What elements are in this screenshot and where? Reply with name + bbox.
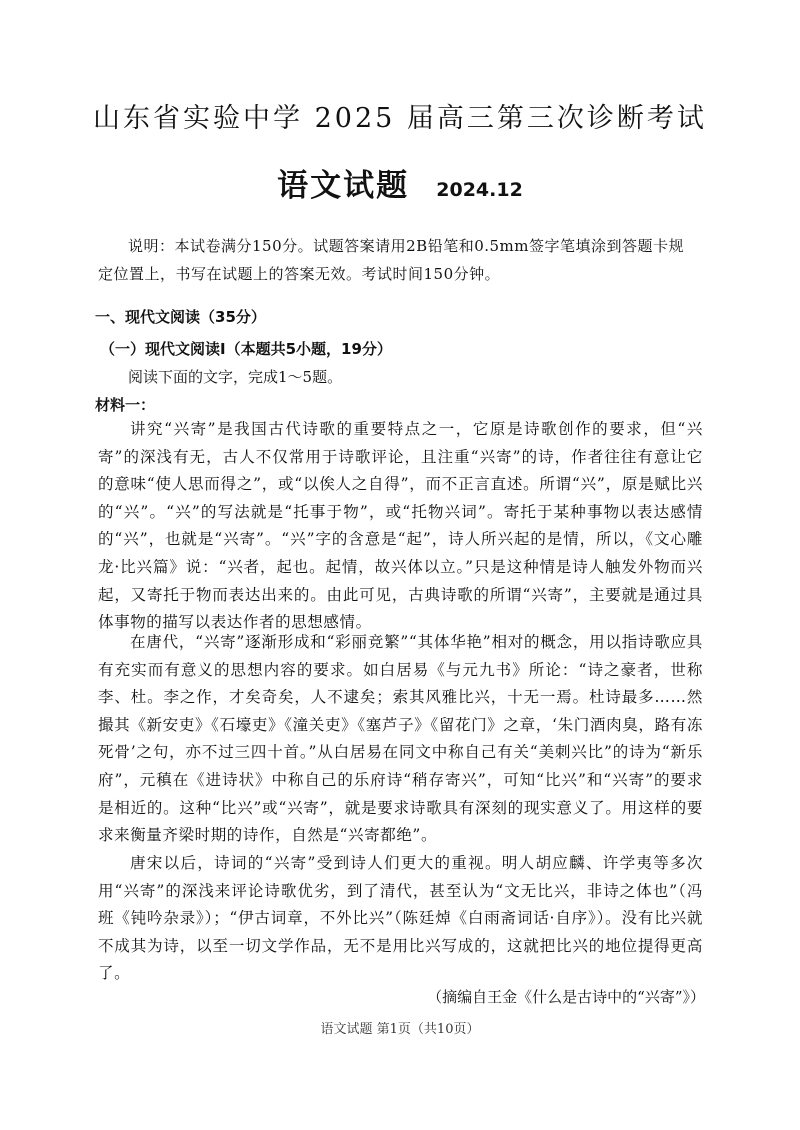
paragraph-3: 唐宋以后，诗词的“兴寄”受到诗人们更大的重视。明人胡应麟、许学夷等多次用“兴寄”的深浅来评论诗歌优劣，到了清代，甚至认为“文无比兴，非诗之体也”（冯班《钝吟杂录》）；“伊古词章，不外比兴”（陈廷焯《白雨斋词话·自序》）。没有比兴就不成其为诗，以至一切文学作品，无不是用比兴写成的，这就把比兴的地位提得更高了。	[98, 854, 703, 983]
exam-instructions: 说明：本试卷满分150分。试题答案请用2B铅笔和0.5mm签字笔填涂到答题卡规定位置上，书写在试题上的答案无效。考试时间150分钟。	[98, 237, 685, 283]
exam-title: 山东省实验中学 2025 届高三第三次诊断考试	[93, 103, 707, 134]
paragraph-1: 讲究“兴寄”是我国古代诗歌的重要特点之一，它原是诗歌创作的要求，但“兴寄”的深浅有无，古人不仅常用于诗歌评论，且注重“兴寄”的诗，作者往往有意让它的意味“使人思而得之”，或“以俟人之自得”，而不正言直述。所谓“兴”，原是赋比兴的“兴”。“兴”的写法就是“托事于物”，或“托物兴词”。寄托于某种事物以表达感情的“兴”，也就是“兴寄”。“兴”字的含意是“起”，诗人所兴起的是情，所以，《文心雕龙·比兴篇》说：“兴者，起也。起情，故兴体以立。”只是这种情是诗人触发外物而兴起，又寄托于物而表达出来的。由此可见，古典诗歌的所谓“兴寄”，主要就是通过具体事物的描写以表达作者的思想感情。	[98, 420, 703, 632]
section-heading: 一、现代文阅读（35分）	[95, 308, 266, 326]
subject-title: 语文试题	[277, 168, 410, 204]
task-instruction: 阅读下面的文字，完成1～5题。	[128, 368, 343, 386]
source-citation: （摘编自王金《什么是古诗中的“兴寄”》）	[427, 988, 705, 1006]
material-label: 材料一：	[95, 396, 156, 414]
subject-row	[0, 160, 800, 205]
exam-date: 2024.12	[436, 179, 523, 201]
subsection-heading: （一）现代文阅读Ⅰ（本题共5小题，19分）	[100, 340, 392, 358]
page-footer: 语文试题 第1页（共10页）	[320, 1022, 480, 1037]
paragraph-2: 在唐代，“兴寄”逐渐形成和“彩丽竞繁”“其体华艳”相对的概念，用以指诗歌应具有充实而有意义的思想内容的要求。如白居易《与元九书》所论：“诗之豪者，世称李、杜。李之作，才矣奇矣，人不逮矣；索其风雅比兴，十无一焉。杜诗最多……然撮其《新安吏》《石壕吏》《潼关吏》《塞芦子》《留花门》之章，‘朱门酒肉臭，路有冻死骨’之句，亦不过三四十首。”从白居易在同文中称自己有关“美刺兴比”的诗为“新乐府”，元稹在《进诗状》中称自己的乐府诗“稍存寄兴”，可知“比兴”和“兴寄”的要求是相近的。这种“比兴”或“兴寄”，就是要求诗歌具有深刻的现实意义了。用这样的要求来衡量齐梁时期的诗作，自然是“兴寄都绝”。	[98, 633, 703, 845]
